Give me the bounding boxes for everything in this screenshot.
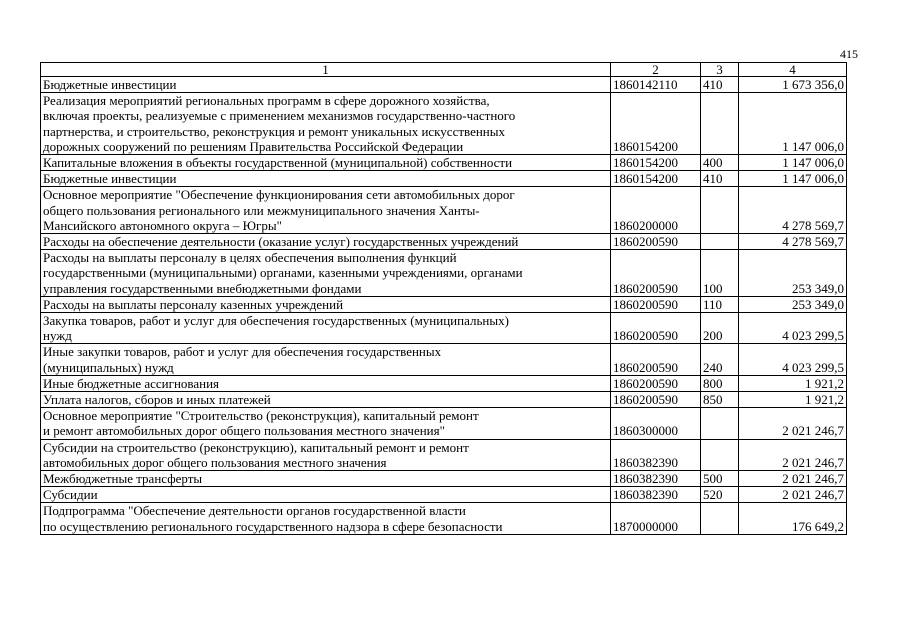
row-type-cell: 240 <box>701 344 739 375</box>
table-row <box>41 439 847 470</box>
table-row <box>41 313 847 344</box>
row-code-cell: 1860300000 <box>611 408 701 439</box>
row-name-cell: Уплата налогов, сборов и иных платежей <box>41 392 611 408</box>
table-row <box>41 471 847 487</box>
budget-table <box>40 62 847 535</box>
row-name-cell: Бюджетные инвестиции <box>41 77 611 93</box>
row-amount-cell: 4 278 569,7 <box>739 234 847 250</box>
table-row <box>41 487 847 503</box>
row-type-cell <box>701 439 739 470</box>
row-amount-cell: 176 649,2 <box>739 503 847 534</box>
table-row <box>41 375 847 391</box>
row-type-cell <box>701 93 739 155</box>
row-type-cell: 410 <box>701 77 739 93</box>
row-name-cell: Основное мероприятие "Обеспечение функционирования сети автомобильных дорог общего пользования регионального или межмуниципального значения Ханты- Мансийского автономного округа – Югры" <box>41 187 611 234</box>
row-name-cell: Бюджетные инвестиции <box>41 171 611 187</box>
row-name-cell: Расходы на выплаты персоналу в целях обеспечения выполнения функций государственными (муниципальными) органами, казенными учреждениями, органами управления государственными внебюджетными фондами <box>41 250 611 297</box>
row-name-cell: Закупка товаров, работ и услуг для обеспечения государственных (муниципальных) нужд <box>41 313 611 344</box>
row-code-cell: 1860200590 <box>611 313 701 344</box>
table-row <box>41 93 847 155</box>
table-row <box>41 234 847 250</box>
row-code-cell: 1860382390 <box>611 439 701 470</box>
row-amount-cell: 4 023 299,5 <box>739 313 847 344</box>
row-amount-cell: 253 349,0 <box>739 250 847 297</box>
row-type-cell: 410 <box>701 171 739 187</box>
row-type-cell: 850 <box>701 392 739 408</box>
row-amount-cell: 2 021 246,7 <box>739 471 847 487</box>
table-row <box>41 250 847 297</box>
row-amount-cell: 4 023 299,5 <box>739 344 847 375</box>
row-amount-cell: 1 921,2 <box>739 375 847 391</box>
table-row <box>41 187 847 234</box>
row-type-cell <box>701 503 739 534</box>
row-amount-cell: 253 349,0 <box>739 296 847 312</box>
row-type-cell <box>701 234 739 250</box>
row-name-cell: Основное мероприятие "Строительство (реконструкция), капитальный ремонт и ремонт автомобильных дорог общего пользования местного значения" <box>41 408 611 439</box>
row-code-cell: 1860142110 <box>611 77 701 93</box>
row-code-cell: 1860154200 <box>611 171 701 187</box>
row-type-cell: 520 <box>701 487 739 503</box>
row-code-cell: 1860200590 <box>611 344 701 375</box>
row-name-cell: Капитальные вложения в объекты государственной (муниципальной) собственности <box>41 155 611 171</box>
row-name-cell: Реализация мероприятий региональных программ в сфере дорожного хозяйства, включая проекты, реализуемые с применением механизмов государственно-частного партнерства, и строительство, реконструкция и ремонт уникальных искусственных дорожных сооружений по решениям Правительства Российской Федерации <box>41 93 611 155</box>
table-row <box>41 392 847 408</box>
header-col-1: 1 <box>41 63 611 77</box>
table-header-row <box>41 63 847 77</box>
row-name-cell: Межбюджетные трансферты <box>41 471 611 487</box>
row-code-cell: 1860382390 <box>611 487 701 503</box>
row-type-cell <box>701 408 739 439</box>
table-row <box>41 155 847 171</box>
row-name-cell: Субсидии <box>41 487 611 503</box>
row-type-cell: 500 <box>701 471 739 487</box>
row-name-cell: Иные бюджетные ассигнования <box>41 375 611 391</box>
row-code-cell: 1860382390 <box>611 471 701 487</box>
header-col-4: 4 <box>739 63 847 77</box>
row-amount-cell: 1 147 006,0 <box>739 171 847 187</box>
row-code-cell: 1860154200 <box>611 155 701 171</box>
row-code-cell: 1860200590 <box>611 250 701 297</box>
row-amount-cell: 2 021 246,7 <box>739 487 847 503</box>
row-code-cell: 1860154200 <box>611 93 701 155</box>
row-type-cell: 200 <box>701 313 739 344</box>
row-type-cell <box>701 187 739 234</box>
row-type-cell: 400 <box>701 155 739 171</box>
row-amount-cell: 4 278 569,7 <box>739 187 847 234</box>
header-col-3: 3 <box>701 63 739 77</box>
row-name-cell: Подпрограмма "Обеспечение деятельности органов государственной власти по осуществлению регионального государственного надзора в сфере безопасности <box>41 503 611 534</box>
header-col-2: 2 <box>611 63 701 77</box>
table-row <box>41 344 847 375</box>
row-name-cell: Субсидии на строительство (реконструкцию), капитальный ремонт и ремонт автомобильных дорог общего пользования местного значения <box>41 439 611 470</box>
row-amount-cell: 1 921,2 <box>739 392 847 408</box>
table-row <box>41 77 847 93</box>
row-amount-cell: 1 673 356,0 <box>739 77 847 93</box>
table-row <box>41 503 847 534</box>
row-type-cell: 110 <box>701 296 739 312</box>
row-amount-cell: 1 147 006,0 <box>739 155 847 171</box>
page-number: 415 <box>840 47 858 61</box>
row-amount-cell: 1 147 006,0 <box>739 93 847 155</box>
row-type-cell: 100 <box>701 250 739 297</box>
table-row <box>41 296 847 312</box>
row-name-cell: Расходы на обеспечение деятельности (оказание услуг) государственных учреждений <box>41 234 611 250</box>
row-name-cell: Иные закупки товаров, работ и услуг для обеспечения государственных (муниципальных) нужд <box>41 344 611 375</box>
row-code-cell: 1860200000 <box>611 187 701 234</box>
row-amount-cell: 2 021 246,7 <box>739 439 847 470</box>
table-row <box>41 408 847 439</box>
table-row <box>41 171 847 187</box>
row-amount-cell: 2 021 246,7 <box>739 408 847 439</box>
row-type-cell: 800 <box>701 375 739 391</box>
row-code-cell: 1860200590 <box>611 392 701 408</box>
row-code-cell: 1860200590 <box>611 375 701 391</box>
row-code-cell: 1860200590 <box>611 296 701 312</box>
row-code-cell: 1860200590 <box>611 234 701 250</box>
row-name-cell: Расходы на выплаты персоналу казенных учреждений <box>41 296 611 312</box>
row-code-cell: 1870000000 <box>611 503 701 534</box>
